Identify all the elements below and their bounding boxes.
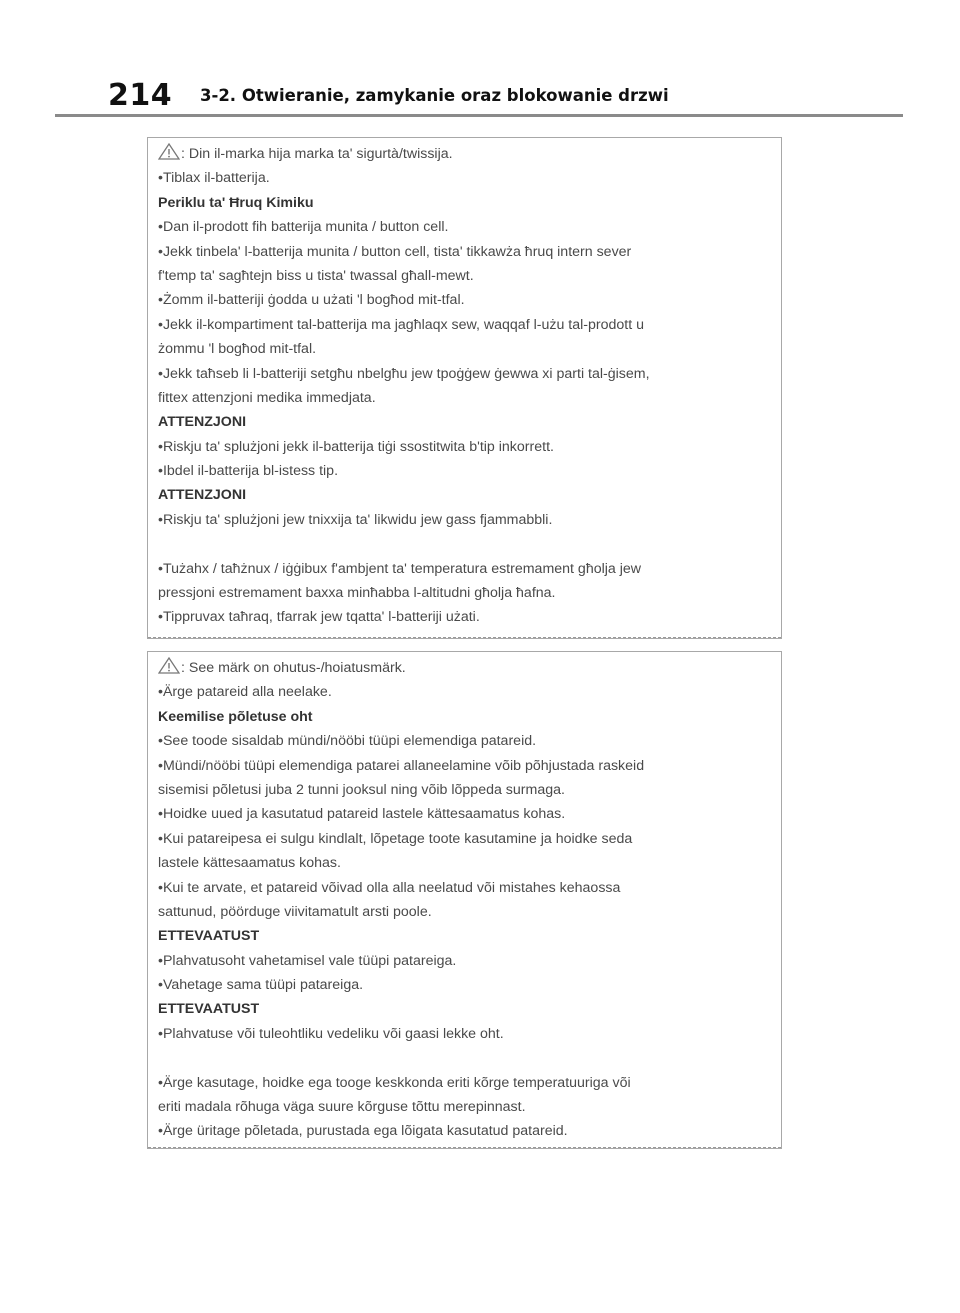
text-line: •Riskju ta' splużjoni jekk il-batterija tiġi ssostitwita b'tip inkorrett.: [158, 438, 554, 455]
text-line: eriti madala rõhuga väga suure kõrguse tõttu merepinnast.: [158, 1099, 526, 1116]
text-line: fittex attenzjoni medika immedjata.: [158, 389, 376, 406]
text-line: •Kui patareipesa ei sulgu kindlalt, lõpetage toote kasutamine ja hoidke seda: [158, 830, 633, 847]
text-line: żommu 'l bogħod mit-tfal.: [158, 341, 317, 358]
text-line: sattunud, pöörduge viivitamatult arsti poole.: [158, 903, 432, 920]
text-line: sisemisi põletusi juba 2 tunni jooksul ning võib lõppeda surmaga.: [158, 781, 565, 798]
warning-line: [158, 656, 771, 680]
warning-triangle-icon: [158, 657, 180, 674]
text-line: •Ärge patareid alla neelake.: [158, 684, 332, 701]
page-number: 214: [108, 78, 173, 113]
text-line: f'temp ta' sagħtejn biss u tista' twassal għall-mewt.: [158, 267, 474, 284]
text-line: •See toode sisaldab mündi/nööbi tüüpi elemendiga patareid.: [158, 733, 537, 750]
warning-triangle-icon: [158, 143, 180, 160]
section-heading: ETTEVAATUST: [158, 928, 260, 945]
text-line: •Żomm il-batteriji ġodda u użati 'l bogħod mit-tfal.: [158, 292, 465, 309]
text-line: •Tiblax il-batterija.: [158, 170, 270, 187]
text-line: [158, 532, 771, 556]
section-heading: ETTEVAATUST: [158, 1001, 260, 1018]
text-line: •Riskju ta' splużjoni jew tnixxija ta' likwidu jew gass fjammabbli.: [158, 511, 553, 528]
text-line: pressjoni estremament baxxa minħabba l-altitudni għolja ħafna.: [158, 585, 556, 602]
warning-line: [158, 142, 771, 166]
box-bottom-rule: [148, 1147, 781, 1148]
section-heading: ATTENZJONI: [158, 414, 247, 431]
text-line: •Kui te arvate, et patareid võivad olla alla neelatud või mistahes kehaossa: [158, 879, 621, 896]
text-line: •Plahvatuse või tuleohtliku vedeliku või gaasi lekke oht.: [158, 1025, 504, 1042]
text-line: •Jekk tinbela' l-batterija munita / button cell, tista' tikkawża ħruq intern sever: [158, 243, 632, 260]
text-line: •Hoidke uued ja kasutatud patareid lastele kättesaamatus kohas.: [158, 806, 566, 823]
text-line: lastele kättesaamatus kohas.: [158, 855, 341, 872]
text-line: •Tippruvax taħraq, tfarrak jew tqatta' l-batteriji użati.: [158, 609, 480, 626]
page-header: [0, 0, 960, 118]
text-line: [158, 1046, 771, 1070]
text-line: •Ärge üritage põletada, purustada ega lõigata kasutatud patareid.: [158, 1123, 568, 1140]
text-line: •Jekk taħseb li l-batteriji setgħu nbelgħu jew tpoġġew ġewwa xi parti tal-ġisem,: [158, 365, 650, 382]
header-divider: [55, 114, 903, 117]
section-heading: Periklu ta' Ħruq Kimiku: [158, 194, 314, 211]
text-line: •Ärge kasutage, hoidke ega tooge keskkonda eriti kõrge temperatuuriga või: [158, 1074, 631, 1091]
text-line: •Plahvatusoht vahetamisel vale tüüpi patareiga.: [158, 952, 457, 969]
text-line: •Vahetage sama tüüpi patareiga.: [158, 977, 364, 994]
warning-box-estonian: [147, 651, 782, 1149]
section-heading: ATTENZJONI: [158, 487, 247, 504]
text-line: •Tużahx / taħżnux / iġġibux f'ambjent ta' temperatura estremament għolja jew: [158, 560, 642, 577]
warning-box-maltese: [147, 137, 782, 639]
warning-text: : See märk on ohutus-/hoiatusmärk.: [181, 660, 406, 676]
section-heading: Keemilise põletuse oht: [158, 708, 313, 725]
section-title: 3-2. Otwieranie, zamykanie oraz blokowanie drzwi: [200, 86, 669, 105]
text-line: •Mündi/nööbi tüüpi elemendiga patarei allaneelamine võib põhjustada raskeid: [158, 757, 645, 774]
text-line: •Ibdel il-batterija bl-istess tip.: [158, 463, 339, 480]
text-line: •Jekk il-kompartiment tal-batterija ma jagħlaqx sew, waqqaf l-użu tal-prodott u: [158, 316, 644, 333]
text-line: •Dan il-prodott fih batterija munita / button cell.: [158, 219, 449, 236]
box1-lines: [158, 166, 771, 629]
box-bottom-rule: [148, 637, 781, 638]
warning-text: : Din il-marka hija marka ta' sigurtà/twissija.: [181, 146, 453, 162]
box2-lines: [158, 680, 771, 1143]
